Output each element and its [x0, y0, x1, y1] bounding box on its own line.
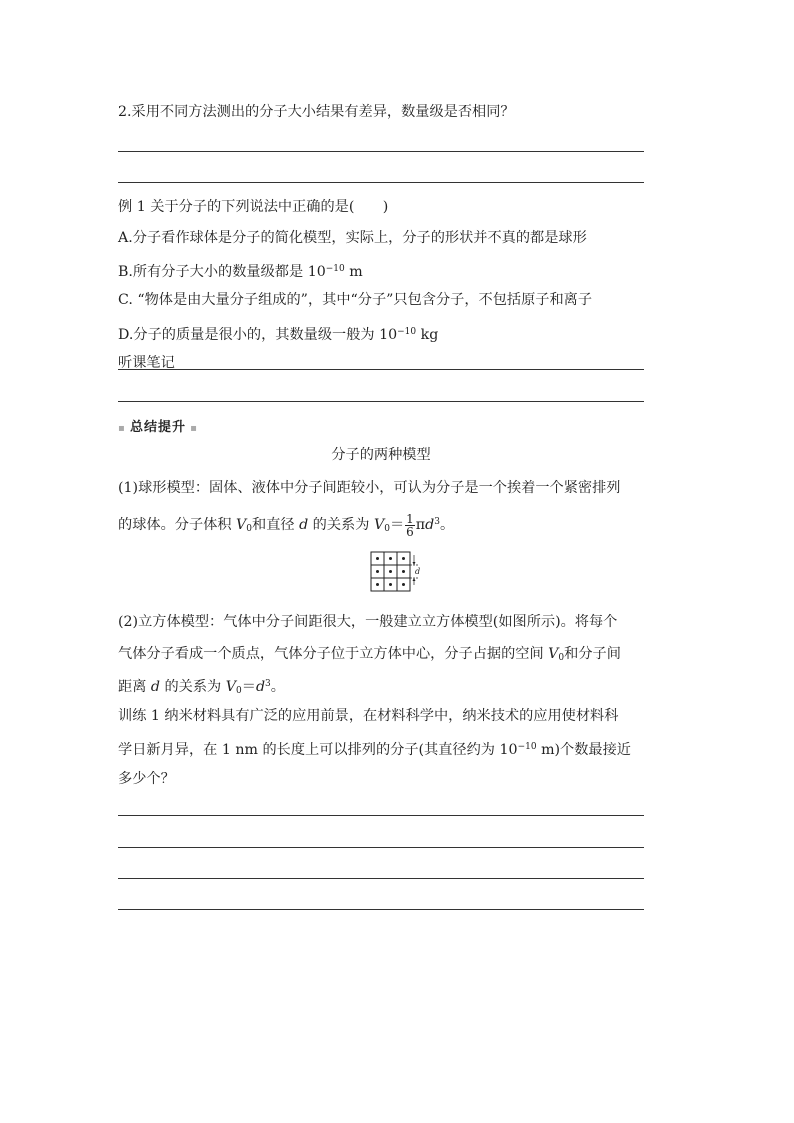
notes-line[interactable]	[118, 369, 644, 370]
notes-label: 听课笔记	[118, 355, 175, 371]
option-b: B.所有分子大小的数量级都是 $10^{-10}$ m	[118, 264, 363, 280]
sphere-model-line-1: (1)球形模型：固体、液体中分子间距较小，可认为分子是一个挨着一个紧密排列	[118, 480, 621, 496]
summary-badge: ▪ 总结提升 ▪	[118, 420, 198, 435]
notes-line[interactable]	[118, 401, 644, 402]
training-1-line-2: 学日新月异，在 1 nm 的长度上可以排列的分子(其直径约为 $10^{-10}$ m)个数最接近	[118, 742, 631, 758]
question-2: 2.采用不同方法测出的分子大小结果有差异，数量级是否相同？	[118, 104, 515, 120]
option-a: A.分子看作球体是分子的简化模型，实际上，分子的形状并不真的都是球形	[118, 230, 587, 246]
fraction: $\frac{1}{6}$	[406, 511, 414, 539]
training-1-line-3: 多少个？	[118, 771, 175, 787]
cubic-grid-figure	[370, 551, 420, 601]
figure-d-label: d	[415, 567, 420, 576]
sphere-model-line-2: 的球体。分子体积 $V_0$和直径 d 的关系为 $V_0=$ $\frac{1}{6}$ $\pi d^3$。	[118, 511, 455, 539]
cube-model-line-2: 气体分子看成一个质点，气体分子位于立方体中心，分子占据的空间 $V_0$和分子间	[118, 646, 621, 663]
answer-line[interactable]	[118, 847, 644, 848]
answer-line[interactable]	[118, 878, 644, 879]
example-1-stem: 例 1 关于分子的下列说法中正确的是( )	[118, 199, 389, 215]
option-d: D.分子的质量是很小的，其数量级一般为 $10^{-10}$ kg	[118, 327, 439, 343]
training-1-line-1: 训练 1 纳米材料具有广泛的应用前景，在材料科学中，纳米技术的应用使材料科	[118, 708, 619, 724]
answer-line[interactable]	[118, 182, 644, 183]
cube-model-line-3: 距离 d 的关系为 $V_0=d^3$。	[118, 679, 285, 696]
summary-title: 分子的两种模型	[331, 447, 431, 463]
answer-line[interactable]	[118, 151, 644, 152]
answer-line[interactable]	[118, 909, 644, 910]
cube-model-line-1: (2)立方体模型：气体中分子间距很大，一般建立立方体模型(如图所示)。将每个	[118, 614, 618, 630]
option-c: C. “物体是由大量分子组成的”，其中“分子”只包含分子，不包括原子和离子	[118, 292, 593, 308]
answer-line[interactable]	[118, 815, 644, 816]
